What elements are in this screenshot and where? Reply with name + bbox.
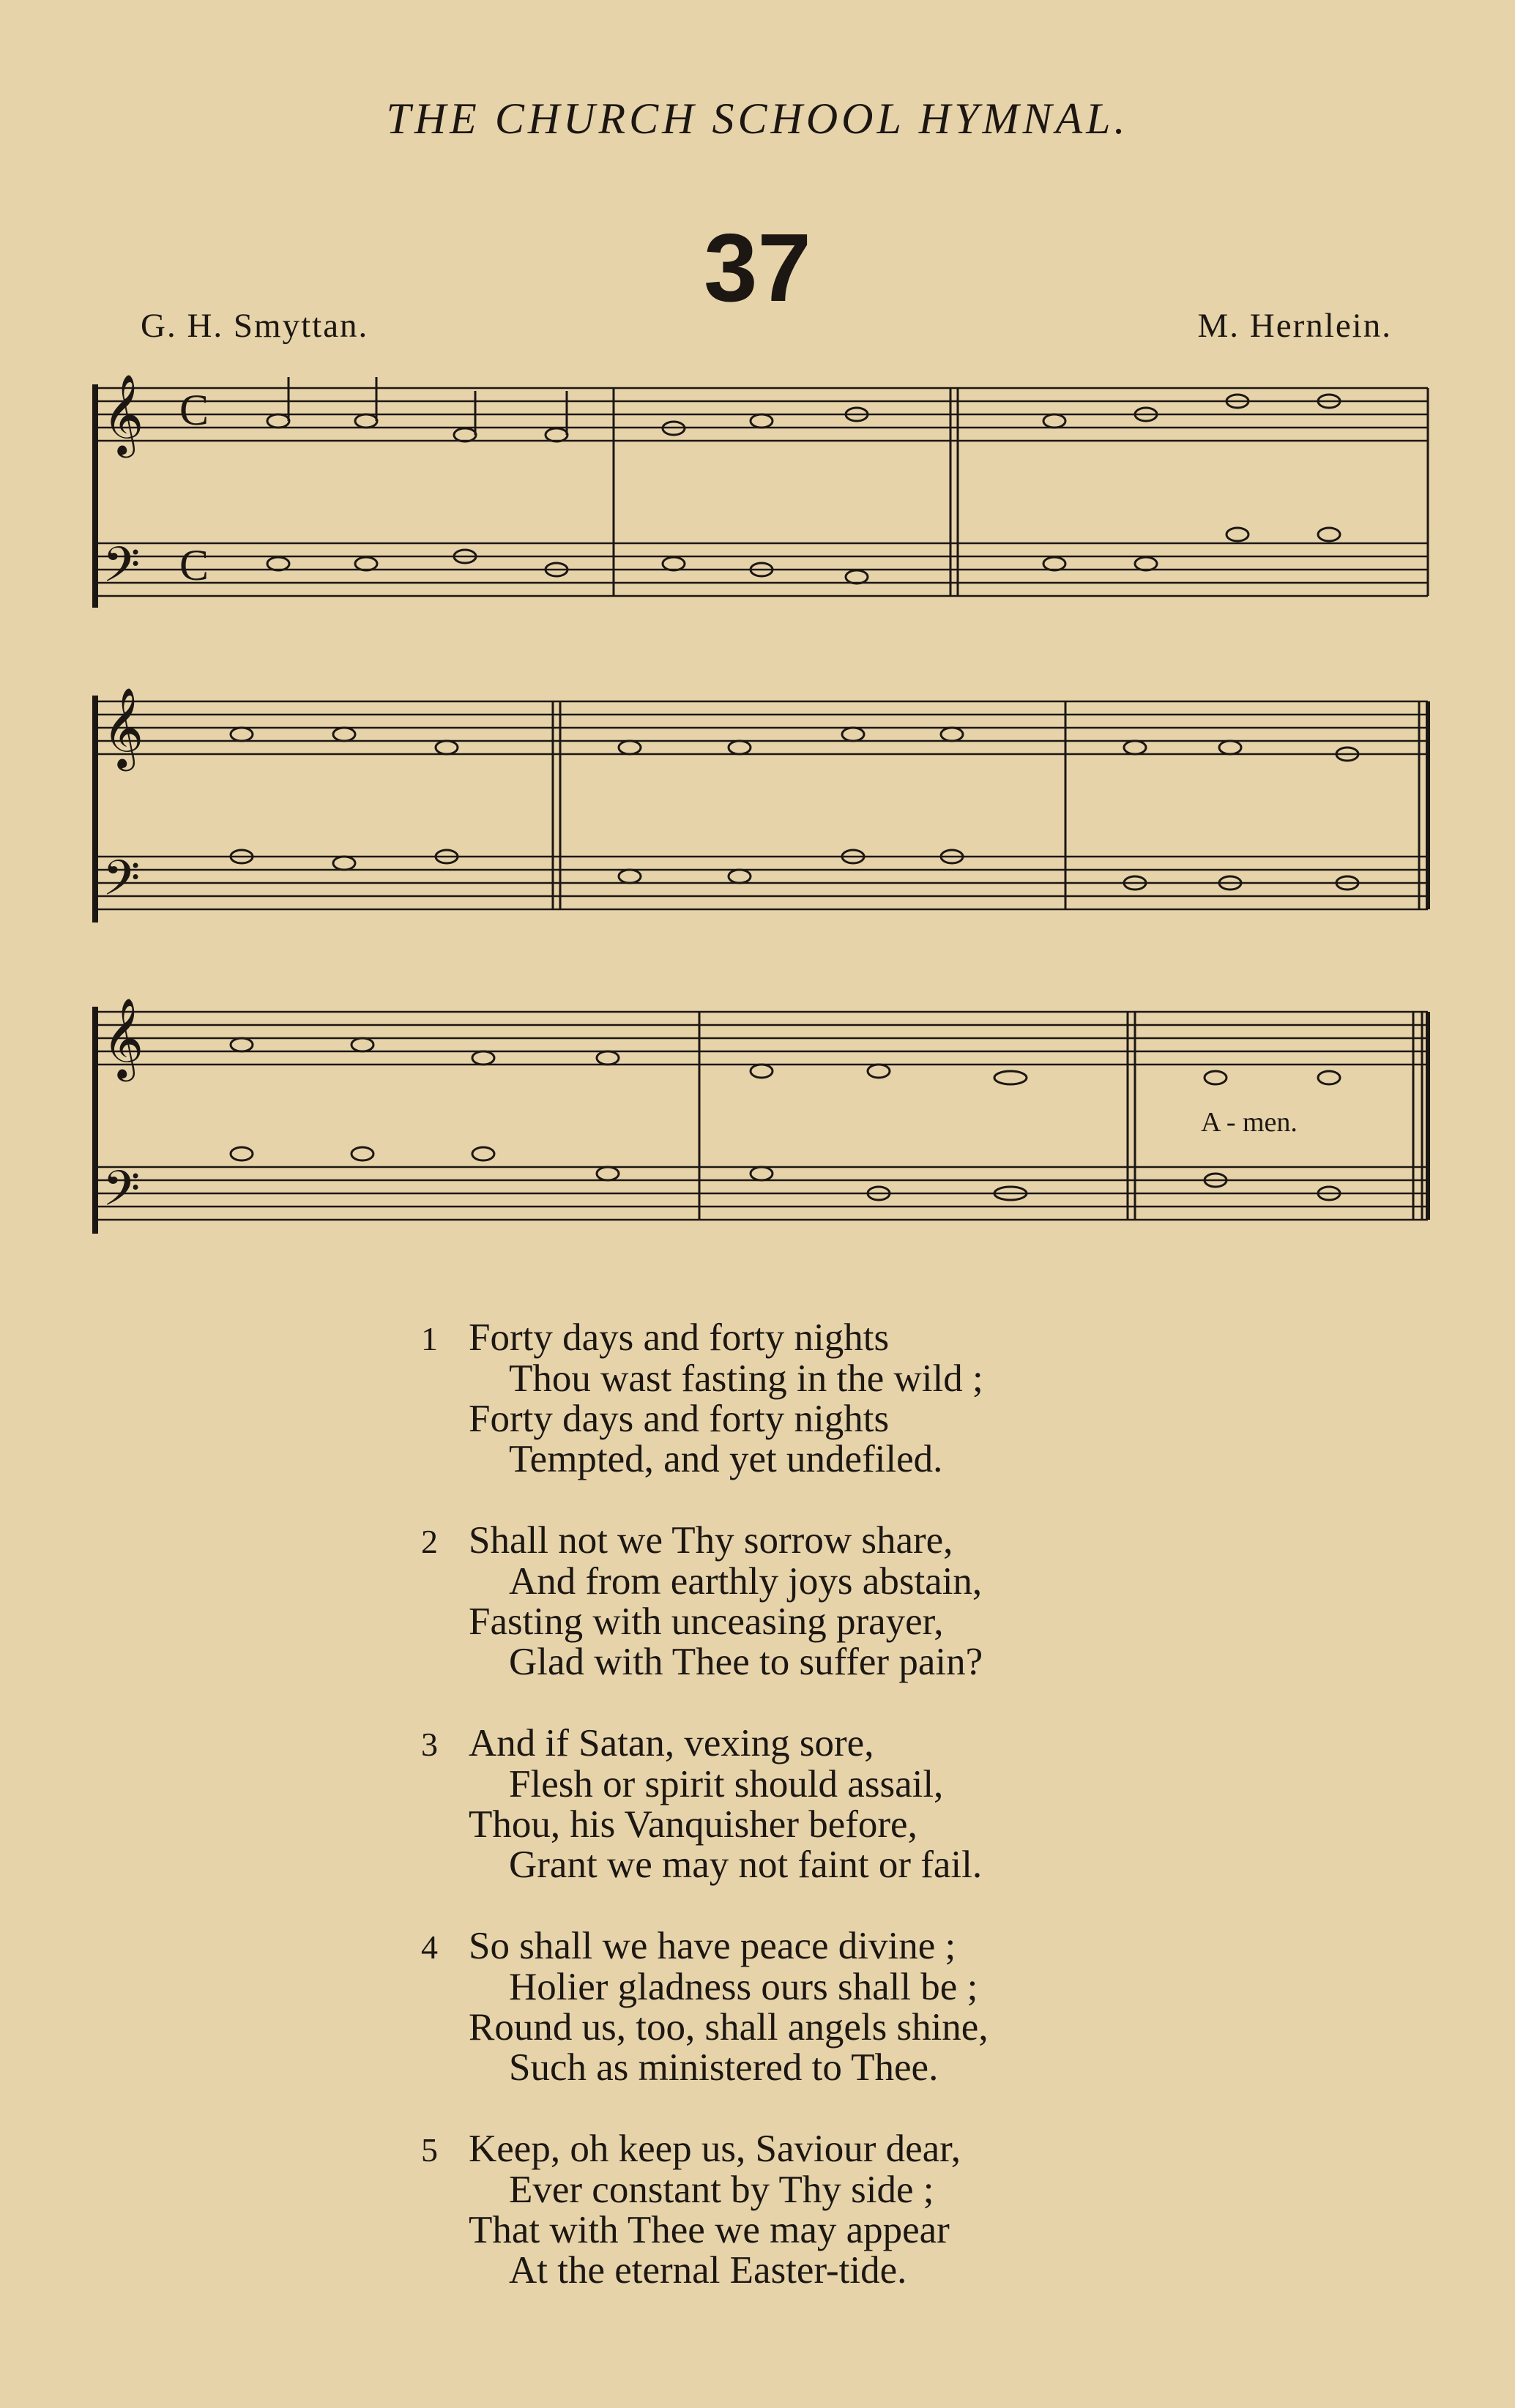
verse-line: Such as ministered to Thee.: [509, 2046, 939, 2089]
verse-line: Tempted, and yet undefiled.: [509, 1438, 943, 1480]
time-signature: C: [179, 386, 209, 434]
verse-line: Forty days and forty nights: [469, 1316, 890, 1359]
verse-number: 2: [421, 1523, 438, 1560]
verse-line: Keep, oh keep us, Saviour dear,: [469, 2128, 961, 2170]
verse-line: Holier gladness ours shall be ;: [509, 1966, 978, 2008]
bass-clef: 𝄢: [103, 540, 141, 604]
verse-line: Grant we may not faint or fail.: [509, 1844, 983, 1886]
notes-system-2: [231, 728, 1358, 890]
verse-line: And if Satan, vexing sore,: [469, 1722, 874, 1764]
treble-clef-3: 𝄞: [103, 999, 144, 1077]
verse-line: Thou wast fasting in the wild ;: [509, 1357, 983, 1400]
verse-line: Flesh or spirit should assail,: [509, 1763, 944, 1805]
verse: [421, 2129, 989, 2291]
treble-clef-2: 𝄞: [103, 689, 144, 767]
verse-line: So shall we have peace divine ;: [469, 1925, 956, 1967]
music-score: [0, 344, 1515, 1252]
verse-line: Thou, his Vanquisher before,: [469, 1803, 917, 1846]
verse-number: 1: [421, 1320, 438, 1357]
verse: [421, 1521, 989, 1682]
system-1: [95, 376, 1428, 608]
verse-line: Glad with Thee to suffer pain?: [509, 1641, 983, 1683]
verse-line: Forty days and forty nights: [469, 1398, 890, 1440]
system-3: [95, 999, 1428, 1234]
verse-line: Fasting with unceasing prayer,: [469, 1600, 944, 1643]
verse-line: Ever constant by Thy side ;: [509, 2169, 934, 2211]
verse-number: 4: [421, 1928, 438, 1966]
time-signature-bass: C: [179, 541, 209, 589]
bass-clef-3: 𝄢: [103, 1163, 141, 1228]
amen-lyric: A - men.: [1201, 1107, 1298, 1138]
composer-credit: M. Hernlein.: [1197, 307, 1392, 345]
verse-line: At the eternal Easter-tide.: [509, 2249, 907, 2292]
verse-line: And from earthly joys abstain,: [509, 1560, 983, 1603]
notes-system-3: [231, 1038, 1340, 1200]
verse: [421, 1318, 989, 1480]
running-title: THE CHURCH SCHOOL HYMNAL.: [386, 94, 1129, 143]
hymn-number: 37: [704, 214, 811, 321]
treble-clef: 𝄞: [103, 376, 144, 453]
hymn-verses: [421, 1318, 989, 2332]
system-2: [95, 689, 1428, 922]
verse-number: 5: [421, 2131, 438, 2169]
notes-system-1: [267, 377, 1340, 584]
verse-line: Shall not we Thy sorrow share,: [469, 1519, 953, 1562]
verse: [421, 1723, 989, 1885]
verse-line: Round us, too, shall angels shine,: [469, 2006, 989, 2049]
verse: [421, 1926, 989, 2088]
verse-line: That with Thee we may appear: [469, 2209, 950, 2251]
verse-number: 3: [421, 1726, 438, 1763]
bass-clef-2: 𝄢: [103, 853, 141, 917]
author-credit: G. H. Smyttan.: [141, 307, 369, 345]
